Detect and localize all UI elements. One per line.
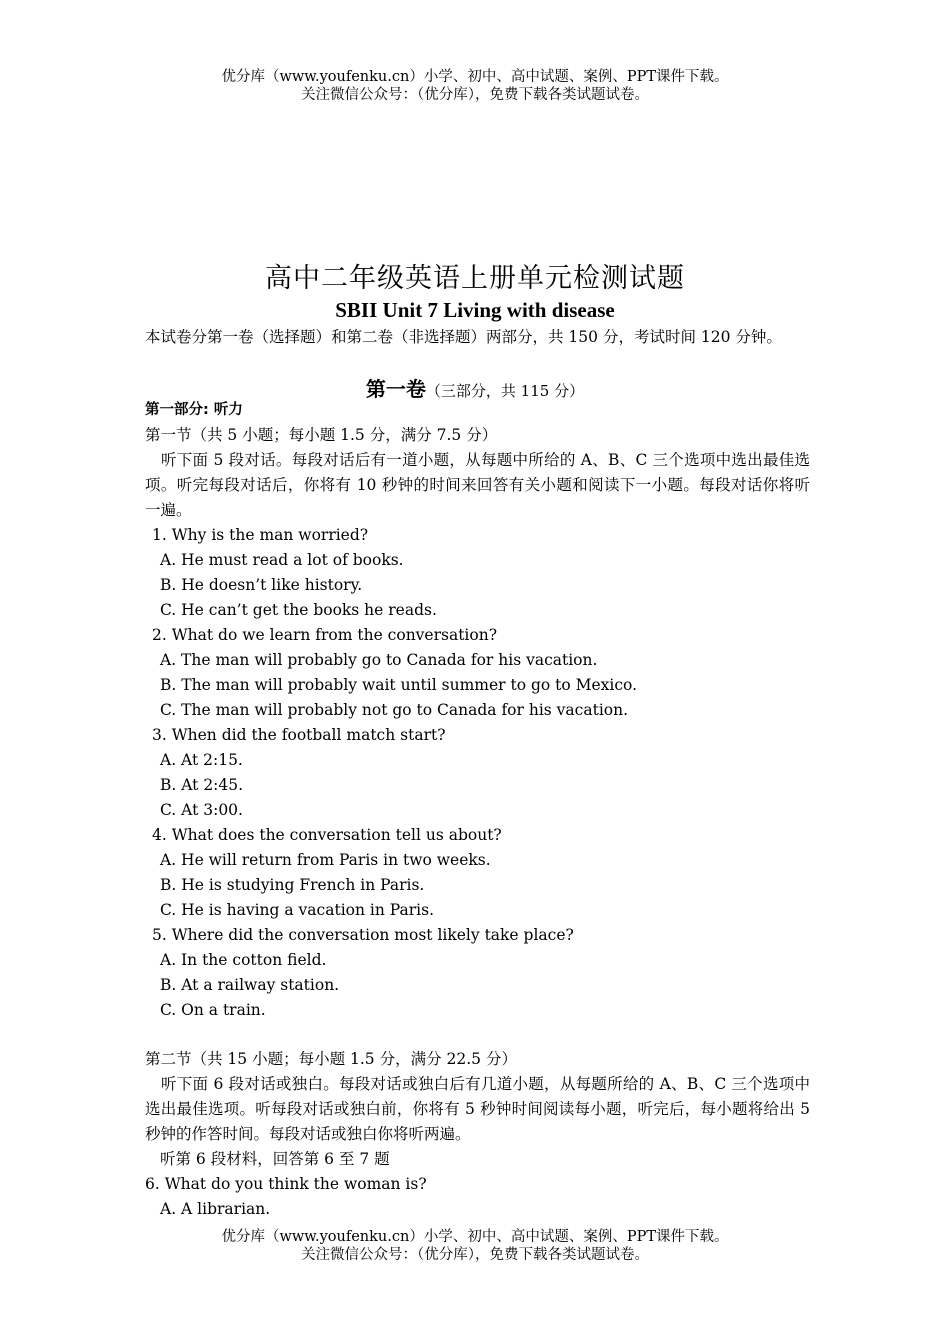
question-4: 4. What does the conversation tell us about? [152, 826, 502, 844]
q4-option-b: B. He is studying French in Paris. [160, 876, 425, 894]
volume-title: 第一卷 [365, 377, 426, 401]
q3-option-c: C. At 3:00. [160, 801, 243, 819]
section2-instructions: 听下面 6 段对话或独白。每段对话或独白后有几道小题，从每题所给的 A、B、C 三个选项中选出最佳选项。听每段对话或独白前，你将有 5 秒钟时间阅读每小题，听完后，每小题将给出 5 秒钟的作答时间。每段对话或独白你将听两遍。 [145, 1075, 810, 1143]
question-1: 1. Why is the man worried? [152, 526, 369, 544]
header-line-1: 优分库（www.youfenku.cn）小学、初中、高中试题、案例、PPT课件下载。 [221, 69, 729, 85]
q1-option-b: B. He doesn’t like history. [160, 576, 363, 594]
exam-intro: 本试卷分第一卷（选择题）和第二卷（非选择题）两部分，共 150 分，考试时间 120 分钟。 [145, 328, 782, 346]
q5-option-c: C. On a train. [160, 1001, 266, 1019]
q3-option-a: A. At 2:15. [160, 751, 243, 769]
page-header [0, 68, 950, 104]
part-title: 第一部分: 听力 [145, 402, 243, 418]
material-note: 听第 6 段材料，回答第 6 至 7 题 [160, 1150, 390, 1168]
page-title: 高中二年级英语上册单元检测试题 [265, 263, 685, 294]
footer-line-1: 优分库（www.youfenku.cn）小学、初中、高中试题、案例、PPT课件下载。 [221, 1229, 729, 1245]
page-footer [0, 1228, 950, 1264]
question-2: 2. What do we learn from the conversation? [152, 626, 498, 644]
section1-heading: 第一节（共 5 小题；每小题 1.5 分，满分 7.5 分） [145, 426, 498, 444]
q1-option-a: A. He must read a lot of books. [160, 551, 404, 569]
footer-line-2: 关注微信公众号：（优分库），免费下载各类试题试卷。 [301, 1247, 649, 1263]
volume-note: （三部分，共 115 分） [425, 382, 585, 400]
q6-option-a: A. A librarian. [160, 1200, 271, 1218]
unit-subtitle: SBII Unit 7 Living with disease [335, 298, 615, 322]
spacer [145, 1023, 810, 1047]
q2-option-b: B. The man will probably wait until summer to go to Mexico. [160, 676, 638, 694]
q4-option-a: A. He will return from Paris in two weeks. [160, 851, 491, 869]
question-3: 3. When did the football match start? [152, 726, 446, 744]
q2-option-c: C. The man will probably not go to Canada for his vacation. [160, 701, 629, 719]
question-6: 6. What do you think the woman is? [145, 1175, 427, 1193]
question-5: 5. Where did the conversation most likely take place? [152, 926, 574, 944]
q2-option-a: A. The man will probably go to Canada for his vacation. [160, 651, 598, 669]
section2-heading: 第二节（共 15 小题；每小题 1.5 分，满分 22.5 分） [145, 1050, 517, 1068]
exam-content [145, 398, 810, 1222]
q5-option-a: A. In the cotton field. [160, 951, 327, 969]
q3-option-b: B. At 2:45. [160, 776, 244, 794]
section1-instructions: 听下面 5 段对话。每段对话后有一道小题，从每题中所给的 A、B、C 三个选项中选出最佳选项。听完每段对话后，你将有 10 秒钟的时间来回答有关小题和阅读下一小题。每段对话你将听一遍。 [145, 451, 810, 519]
q4-option-c: C. He is having a vacation in Paris. [160, 901, 434, 919]
q5-option-b: B. At a railway station. [160, 976, 340, 994]
q1-option-c: C. He can’t get the books he reads. [160, 601, 437, 619]
header-line-2: 关注微信公众号：（优分库），免费下载各类试题试卷。 [301, 87, 649, 103]
